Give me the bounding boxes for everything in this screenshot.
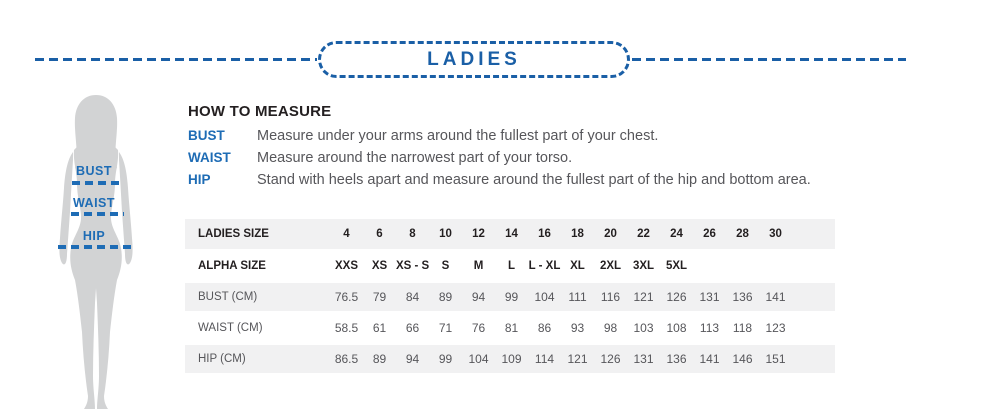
size-table-body xyxy=(185,219,835,374)
how-to-measure-title: HOW TO MEASURE xyxy=(188,103,332,120)
size-cell: 2XL xyxy=(594,250,627,281)
size-cell: 20 xyxy=(594,219,627,250)
size-cell: 6 xyxy=(363,219,396,250)
size-cell: 8 xyxy=(396,219,429,250)
size-cell: 84 xyxy=(396,281,429,312)
size-cell: 111 xyxy=(561,281,594,312)
size-cell: 94 xyxy=(462,281,495,312)
size-cell: 131 xyxy=(627,343,660,374)
size-table xyxy=(185,219,835,376)
size-cell: XL xyxy=(561,250,594,281)
row-label: HIP (CM) xyxy=(185,343,330,374)
size-cell: 118 xyxy=(726,312,759,343)
filler-cell xyxy=(792,250,835,281)
filler-cell xyxy=(792,281,835,312)
size-cell: 93 xyxy=(561,312,594,343)
size-cell: 28 xyxy=(726,219,759,250)
banner-dash-left xyxy=(35,58,317,61)
size-cell: 104 xyxy=(462,343,495,374)
size-cell: 126 xyxy=(660,281,693,312)
row-label: WAIST (CM) xyxy=(185,312,330,343)
table-row xyxy=(185,312,835,343)
size-cell: 5XL xyxy=(660,250,693,281)
size-cell: 86.5 xyxy=(330,343,363,374)
size-cell: 151 xyxy=(759,343,792,374)
size-cell: 18 xyxy=(561,219,594,250)
size-cell: 136 xyxy=(660,343,693,374)
size-cell: 94 xyxy=(396,343,429,374)
table-row xyxy=(185,281,835,312)
size-cell: 98 xyxy=(594,312,627,343)
size-cell: S xyxy=(429,250,462,281)
size-cell: L - XL xyxy=(528,250,561,281)
size-cell: 71 xyxy=(429,312,462,343)
size-cell: 12 xyxy=(462,219,495,250)
table-row xyxy=(185,219,835,250)
how-to-measure-section xyxy=(188,103,908,194)
size-cell: 113 xyxy=(693,312,726,343)
size-cell: 58.5 xyxy=(330,312,363,343)
size-cell: 89 xyxy=(363,343,396,374)
size-cell: 121 xyxy=(627,281,660,312)
size-cell xyxy=(693,250,726,281)
size-cell: 99 xyxy=(495,281,528,312)
measure-item-hip xyxy=(188,172,908,188)
size-cell: 123 xyxy=(759,312,792,343)
size-cell xyxy=(759,250,792,281)
size-cell: M xyxy=(462,250,495,281)
size-cell xyxy=(726,250,759,281)
size-cell: 89 xyxy=(429,281,462,312)
size-cell: 146 xyxy=(726,343,759,374)
ladies-pill xyxy=(318,41,630,78)
size-cell: 109 xyxy=(495,343,528,374)
size-cell: 121 xyxy=(561,343,594,374)
size-cell: 131 xyxy=(693,281,726,312)
figure-dash-bust xyxy=(72,181,120,185)
measure-term: HIP xyxy=(188,172,211,187)
banner-title: LADIES xyxy=(427,48,521,70)
filler-cell xyxy=(792,219,835,250)
size-cell: 4 xyxy=(330,219,363,250)
size-cell: 10 xyxy=(429,219,462,250)
measure-item-bust xyxy=(188,128,908,144)
size-cell: 99 xyxy=(429,343,462,374)
size-cell: 61 xyxy=(363,312,396,343)
row-label: BUST (CM) xyxy=(185,281,330,312)
row-label: ALPHA SIZE xyxy=(185,250,330,281)
size-cell: 104 xyxy=(528,281,561,312)
female-silhouette-graphic xyxy=(44,88,156,414)
size-cell: 79 xyxy=(363,281,396,312)
size-cell: L xyxy=(495,250,528,281)
banner-dash-right xyxy=(632,58,906,61)
size-cell: 108 xyxy=(660,312,693,343)
measure-item-waist xyxy=(188,150,908,166)
size-cell: 136 xyxy=(726,281,759,312)
size-cell: XXS xyxy=(330,250,363,281)
size-cell: 3XL xyxy=(627,250,660,281)
measure-term: WAIST xyxy=(188,150,231,165)
measure-description: Stand with heels apart and measure around the fullest part of the hip and bottom area. xyxy=(257,172,811,188)
female-silhouette xyxy=(44,88,156,414)
size-cell: 16 xyxy=(528,219,561,250)
size-cell: 14 xyxy=(495,219,528,250)
measure-description: Measure under your arms around the fullest part of your chest. xyxy=(257,128,659,144)
figure-dash-waist xyxy=(71,212,124,216)
row-label: LADIES SIZE xyxy=(185,219,330,250)
measure-term: BUST xyxy=(188,128,225,143)
filler-cell xyxy=(792,343,835,374)
table-row xyxy=(185,343,835,374)
size-cell: 141 xyxy=(693,343,726,374)
size-cell: 116 xyxy=(594,281,627,312)
figure-label-hip: HIP xyxy=(82,229,106,243)
size-cell: 103 xyxy=(627,312,660,343)
figure-dash-hip xyxy=(58,245,133,249)
size-cell: 26 xyxy=(693,219,726,250)
size-cell: 141 xyxy=(759,281,792,312)
size-cell: XS - S xyxy=(396,250,429,281)
figure-label-bust: BUST xyxy=(75,164,113,178)
figure-label-waist: WAIST xyxy=(72,196,116,210)
size-cell: 22 xyxy=(627,219,660,250)
size-cell: 81 xyxy=(495,312,528,343)
table-row xyxy=(185,250,835,281)
filler-cell xyxy=(792,312,835,343)
size-cell: 66 xyxy=(396,312,429,343)
size-cell: 24 xyxy=(660,219,693,250)
size-cell: XS xyxy=(363,250,396,281)
size-cell: 86 xyxy=(528,312,561,343)
size-cell: 114 xyxy=(528,343,561,374)
size-cell: 76.5 xyxy=(330,281,363,312)
measure-description: Measure around the narrowest part of your torso. xyxy=(257,150,573,166)
size-cell: 126 xyxy=(594,343,627,374)
size-cell: 30 xyxy=(759,219,792,250)
size-cell: 76 xyxy=(462,312,495,343)
